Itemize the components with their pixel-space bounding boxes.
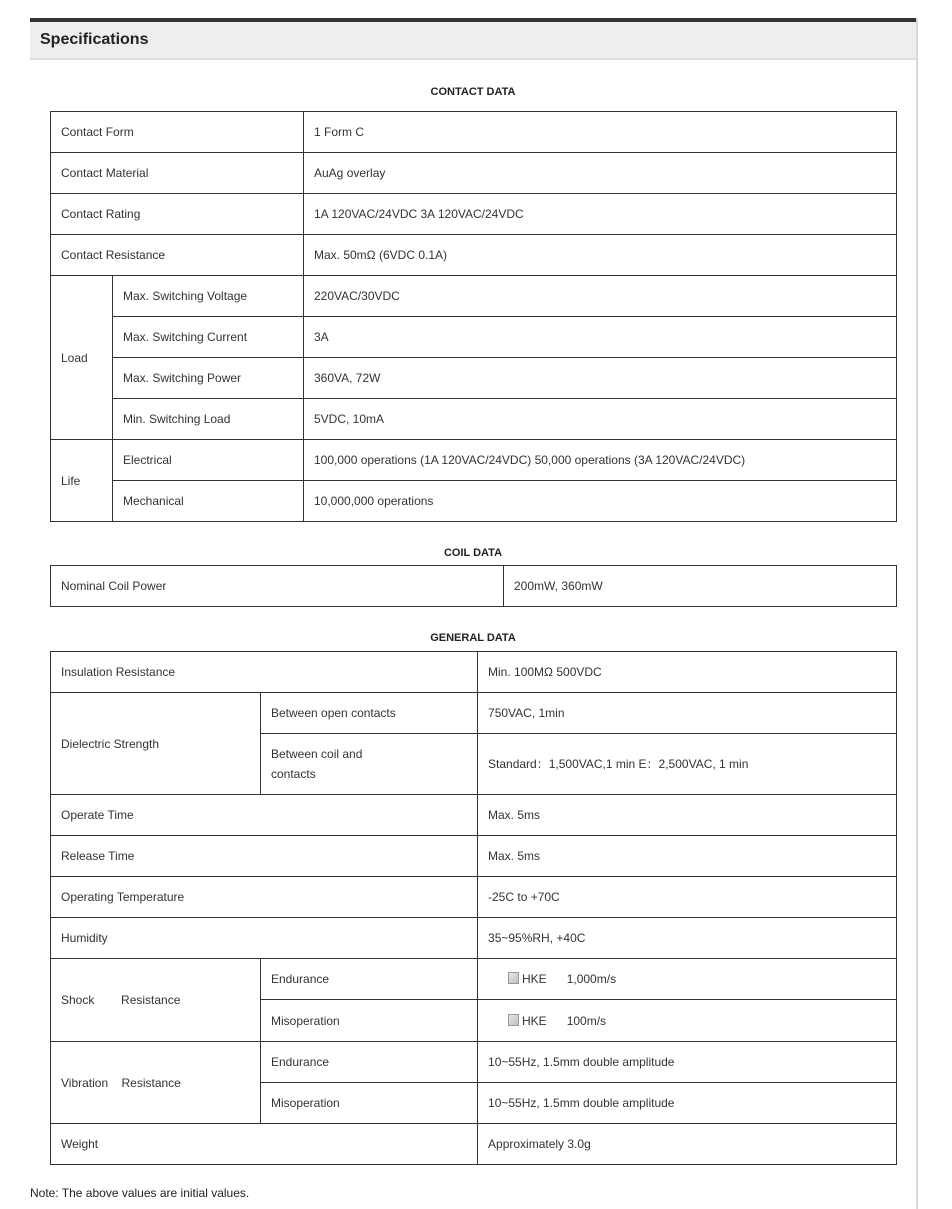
table-row [51,440,897,481]
table-row [51,399,897,440]
broken-image-icon: HKE [508,969,547,989]
row-value: Max. 5ms [478,836,897,877]
broken-image-icon: HKE [508,1011,547,1031]
general-data-title: GENERAL DATA [430,632,516,644]
row-sublabel: Min. Switching Load [113,399,304,440]
table-row [51,566,897,607]
row-label: Contact Resistance [51,235,304,276]
row-sublabel: Max. Switching Current [113,317,304,358]
row-value: AuAg overlay [304,153,897,194]
row-value: 10~55Hz, 1.5mm double amplitude [478,1083,897,1124]
table-row [51,1042,897,1083]
row-value: 1 Form C [304,112,897,153]
row-value: 360VA, 72W [304,358,897,399]
row-sublabel: Misoperation [261,1083,478,1124]
row-sublabel: Between open contacts [261,693,478,734]
table-row [51,795,897,836]
row-label: Insulation Resistance [51,652,478,693]
table-row [51,153,897,194]
row-value: 10~55Hz, 1.5mm double amplitude [478,1042,897,1083]
row-sublabel: Electrical [113,440,304,481]
panel-header [30,18,916,60]
row-value [478,959,897,1000]
row-value: Min. 100MΩ 500VDC [478,652,897,693]
table-row [51,194,897,235]
row-value: 3A [304,317,897,358]
table-row [51,693,897,734]
row-value: 200mW, 360mW [504,566,897,607]
table-row [51,481,897,522]
group-label: Life [51,440,113,522]
table-row [51,112,897,153]
row-label: Weight [51,1124,478,1165]
row-label: Contact Form [51,112,304,153]
row-sublabel: Max. Switching Power [113,358,304,399]
table-row [51,317,897,358]
shock-misoperation-value: 100m/s [566,1013,607,1028]
group-label: Vibration Resistance [51,1042,261,1124]
row-value [478,1000,897,1042]
row-label: Nominal Coil Power [51,566,504,607]
row-value: 5VDC, 10mA [304,399,897,440]
specifications-panel [30,18,918,1209]
row-sublabel: Between coil and contacts [261,734,478,795]
row-label: Operate Time [51,795,478,836]
row-value: 750VAC, 1min [478,693,897,734]
row-label: Contact Material [51,153,304,194]
row-value: Standard：1,500VAC,1 min E：2,500VAC, 1 min [478,734,897,795]
group-label: Shock Resistance [51,959,261,1042]
shock-endurance-value: 1,000m/s [566,972,617,986]
row-sublabel: Endurance [261,959,478,1000]
table-row [51,918,897,959]
row-value: 1A 120VAC/24VDC 3A 120VAC/24VDC [304,194,897,235]
row-label: Release Time [51,836,478,877]
row-value: Approximately 3.0g [478,1124,897,1165]
contact-data-table [50,111,897,522]
table-row [51,358,897,399]
row-value: Max. 5ms [478,795,897,836]
table-row [51,877,897,918]
coil-data-table [50,565,897,607]
contact-data-title: CONTACT DATA [430,86,516,98]
row-value: Max. 50mΩ (6VDC 0.1A) [304,235,897,276]
row-sublabel: Misoperation [261,1000,478,1042]
panel-title: Specifications [40,31,149,48]
footnote: Note: The above values are initial values. [30,1186,250,1200]
table-row [51,959,897,1000]
row-sublabel: Mechanical [113,481,304,522]
row-sublabel: Max. Switching Voltage [113,276,304,317]
table-row [51,1124,897,1165]
table-row [51,652,897,693]
row-value: 220VAC/30VDC [304,276,897,317]
table-row [51,836,897,877]
row-label: Contact Rating [51,194,304,235]
row-label: Operating Temperature [51,877,478,918]
table-row [51,276,897,317]
row-sublabel: Endurance [261,1042,478,1083]
row-value: 100,000 operations (1A 120VAC/24VDC) 50,000 operations (3A 120VAC/24VDC) [304,440,897,481]
row-value: -25C to +70C [478,877,897,918]
row-label: Humidity [51,918,478,959]
row-value: 35~95%RH, +40C [478,918,897,959]
coil-data-title: COIL DATA [443,547,503,559]
row-value: 10,000,000 operations [304,481,897,522]
table-row [51,235,897,276]
general-data-table [50,651,897,1165]
group-label: Dielectric Strength [51,693,261,795]
group-label: Load [51,276,113,440]
